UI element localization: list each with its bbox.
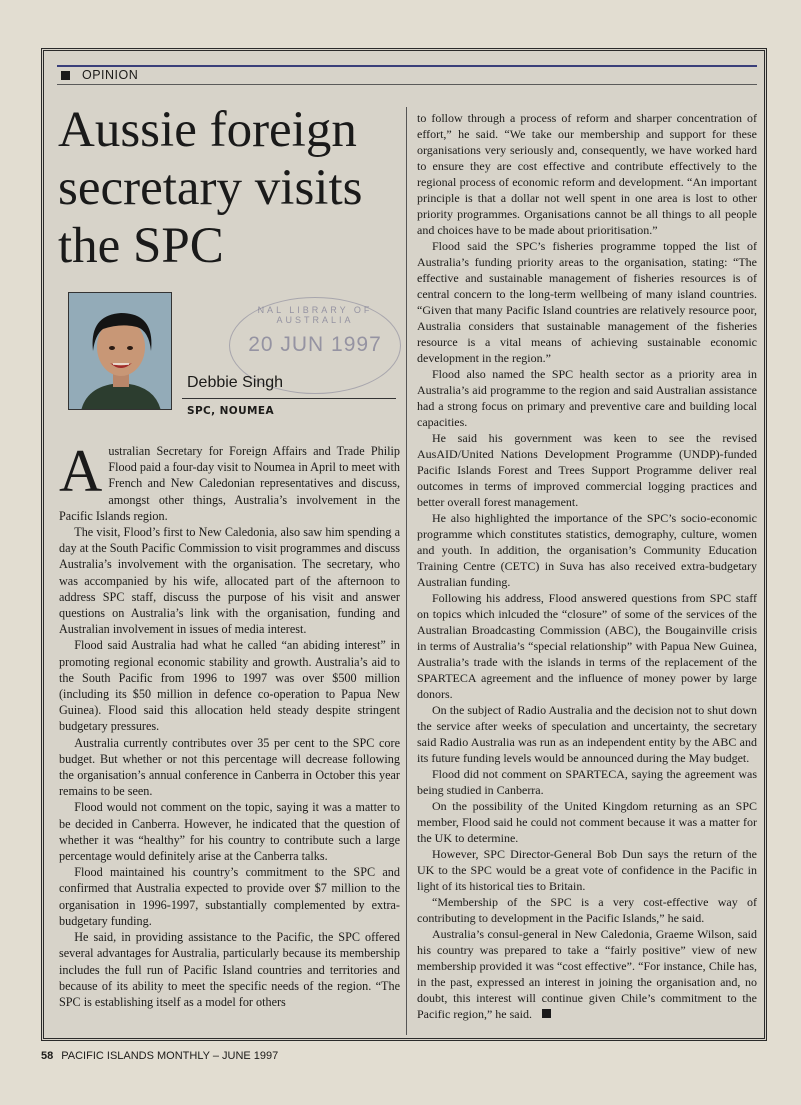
final-paragraph <box>417 926 757 1022</box>
paragraph: Following his address, Flood answered questions from SPC staff on topics which inlcuded the “closure” of some of the services of the Australian Broadcasting Commission (ABC), the Bougainville crisis in terms of Australia’s “special relationship” with Papua New Guinea, Australia’s trade with the islands in terms of the replacement of the SPARTECA agreement and the influence of money power by large donors. <box>417 591 757 701</box>
paragraph: On the possibility of the United Kingdom returning as an SPC member, Flood said he could not comment because it was a matter for the UK to determine. <box>417 799 757 845</box>
paragraph: However, SPC Director-General Bob Dun says the return of the UK to the SPC would be a great vote of confidence in the Pacific in light of its historical ties to Britain. <box>417 847 757 893</box>
paragraph: He also highlighted the importance of the SPC’s socio-economic programme which constitutes statistics, demography, culture, women and youth. In addition, the organisation’s Community Education Training Centre (CETC) in Suva has also received extra-budgetary Australian funding. <box>417 511 757 589</box>
paragraph: Flood did not comment on SPARTECA, saying the agreement was being studied in Canberra. <box>417 767 757 797</box>
lead-paragraph <box>59 438 400 524</box>
author-photo <box>68 292 172 410</box>
paragraph: Flood also named the SPC health sector as a priority area in Australia’s aid programme to the region and said Australian assistance had a strong focus on primary and preventive care and building local capacities. <box>417 367 757 429</box>
headline: Aussie foreign secretary visits the SPC <box>58 102 363 274</box>
article-frame <box>41 48 767 1041</box>
page-number: 58 <box>41 1050 54 1062</box>
lead-text: ustralian Secretary for Foreign Affairs and Trade Philip Flood paid a four-day visit to Noumea in April to meet with French and New Caledonian representatives and discuss, amongst other things, Australia’s involvement in the Pacific Islands region. <box>59 444 400 523</box>
paragraph: The visit, Flood’s first to New Caledonia, also saw him spending a day at the South Pacific Commission to visit programmes and discuss Australia’s involvement with the organisation. The secretary, who was accompanied by his wife, allocated part of the afternoon to address SPC staff, discuss the purpose of his visit and answer questions on Australia’s link with the organisation, funding and Australian involvement in issues of media interest. <box>59 525 400 637</box>
paragraph: Flood would not comment on the topic, saying it was a matter to be decided in Canberra. However, he indicated that the question of whether it was “healthy” for his country to contribute such a large percentage would definitely arise at the Canberra talks. <box>59 800 400 864</box>
continued-paragraph: to follow through a process of reform and sharper concentration of effort,” he said. “We take our membership and support for these organisations very seriously and, consequently, we have worked hard to ensure they are cost effective and contribute effectively to the regional process of economic reform and development. “An important principle is that a dollar not well spent in one area is lost to other priority programmes. Organisations cannot be all things to all people and choices have to be made about prioritisation.” <box>417 111 757 237</box>
section-label: OPINION <box>82 68 139 82</box>
paragraph: On the subject of Radio Australia and the decision not to shut down the service after weeks of speculation and uncertainty, the secretary said Radio Australia was run as an independent entity by the ABC and its future funding levels would be announced during the May budget. <box>417 703 757 765</box>
final-paragraph-text: Australia’s consul-general in New Caledonia, Graeme Wilson, said his country was prepared to take a “fairly positive” view of new membership provided it was “cost effective”. “For instance, Chile has, in the past, expressed an interest in joining the organisation and, no doubt, this interest will continue given Chile’s commitment to the Pacific region,” he said. <box>417 927 757 1021</box>
paragraph: He said, in providing assistance to the Pacific, the SPC offered several advantages for Australia, particularly because its membership includes the full run of Pacific Island countries and territories and because of its ability to meet the specific needs of the region. “The SPC is establishing itself as a model for others <box>59 930 400 1009</box>
paragraph: “Membership of the SPC is a very cost-effective way of contributing to development in the Pacific Islands,” he said. <box>417 895 757 925</box>
page-footer <box>41 1050 278 1062</box>
paragraph: Flood said Australia had what he called “an abiding interest” in promoting regional economic stability and growth. Australia’s aid to the South Pacific from 1996 to 1997 was over $500 million (including its $50 million in defence co-operation to Papua New Guinea). Flood said this allocation held steady despite stringent budgetary pressures. <box>59 638 400 734</box>
drop-cap: A <box>59 438 103 504</box>
end-mark-icon <box>542 1009 551 1018</box>
paragraph: Australia currently contributes over 35 per cent to the SPC core budget. But whether or not this percentage will decrease following the organisation’s annual conference in Canberra in October this year remains to be seen. <box>59 735 400 799</box>
section-tag <box>57 65 757 85</box>
article-column-right <box>417 110 757 1022</box>
byline-affiliation: SPC, NOUMEA <box>187 405 274 417</box>
stamp-text: NAL LIBRARY OF AUSTRALIA <box>257 305 373 325</box>
byline-divider <box>182 398 396 399</box>
column-divider <box>406 107 407 1035</box>
paragraph: Flood maintained his country’s commitment to the SPC and confirmed that Australia expected to provide over $7 million to the organisation in 1996-1997, substantially complemented by extra-budgetary funding. <box>59 865 400 928</box>
stamp-date: 20 JUN 1997 <box>248 333 382 356</box>
portrait-image <box>69 293 172 410</box>
paragraph: He said his government was keen to see the revised AusAID/United Nations Development Programme (UNDP)-funded Pacific Islands Forest and Trees Support Programme deliver real outcomes in terms of improved commercial logging practices and better overall forest management. <box>417 431 757 509</box>
byline-name: Debbie Singh <box>187 374 284 391</box>
square-bullet-icon <box>61 71 70 80</box>
article-column-left <box>59 438 400 1010</box>
publication-name: PACIFIC ISLANDS MONTHLY – JUNE 1997 <box>61 1050 279 1062</box>
paragraph: Flood said the SPC’s fisheries programme topped the list of Australia’s funding priority areas to the organisation, stating: “The effective and sustainable management of fisheries resources is of central concern to the long-term wellbeing of many island countries. “Given that many Pacific Island countries are relatively resource poor, Australia considers that sustainable management of the fisheries resource is a vital means of achieving sustainable economic development in the region.” <box>417 239 757 365</box>
